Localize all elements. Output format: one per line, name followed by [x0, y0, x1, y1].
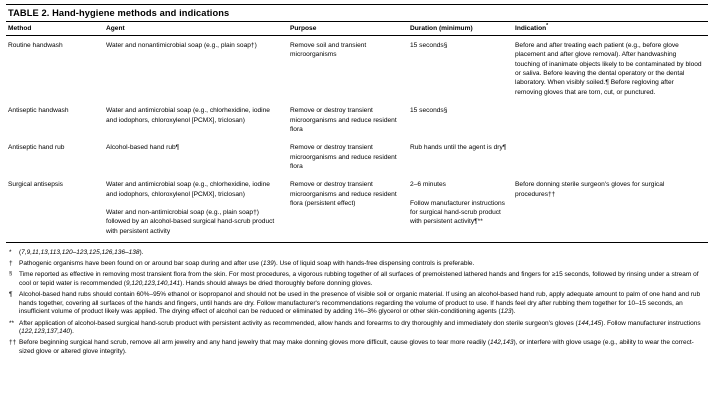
row-method [6, 138, 104, 175]
row-duration-text: Rub hands until the agent is dry¶ [410, 144, 507, 152]
row-agent [104, 175, 288, 240]
row-method-label: Antiseptic hand rub [8, 144, 65, 152]
row-method [6, 36, 104, 102]
table-title: TABLE 2. Hand-hygiene methods and indications [8, 8, 230, 18]
footnote-body-text: ). [139, 249, 144, 257]
row-duration-text: 15 seconds§ [410, 42, 448, 49]
footnote-body-text: Pathogenic organisms have been found on or around bar soap during and after use ( [19, 260, 263, 268]
footnote-marker: ¶ [9, 291, 13, 299]
footnote-body-text: ). [69, 328, 74, 336]
footnotes-section [6, 246, 708, 357]
row-method-label: Antiseptic handwash [8, 107, 69, 115]
row-indication [513, 138, 708, 175]
column-header-method-label: Method [8, 25, 32, 32]
document-page [0, 4, 714, 412]
table-row [6, 101, 708, 138]
row-duration [408, 101, 513, 138]
footnote-text [19, 249, 708, 258]
footnote-reference-numbers: 122,123,137,140 [21, 328, 70, 336]
table-row [6, 36, 708, 102]
footnote-body-text: ). Hands should always be dried thoroughly before donning gloves. [180, 280, 373, 288]
row-method [6, 175, 104, 240]
row-agent-text: Alcohol-based hand rub¶ [106, 144, 180, 152]
footnote-body-text: Time reported as effective in removing most transient flora from the skin. For most procedures, a vigorous rubbing together of all surfaces of premoistened lathered hands and fingers for ≥15 seconds, followed by rinsing under a stream of cool or tepid water is recommended ( [19, 271, 699, 288]
row-purpose [288, 138, 408, 175]
row-duration-text-2: Follow manufacturer instructions for surgical hand-scrub product with persistent activity¶** [410, 199, 505, 226]
footnote-text [19, 320, 708, 337]
column-header-duration-label: Duration (minimum) [410, 25, 473, 32]
footnote-item [6, 249, 708, 258]
table-header-row [6, 22, 708, 36]
row-purpose-text: Remove soil and transient microorganisms [290, 42, 367, 59]
row-method [6, 101, 104, 138]
footnote-reference-numbers: 139 [262, 260, 274, 268]
table-row [6, 138, 708, 175]
row-purpose-text: Remove or destroy transient microorganisms and reduce resident flora [290, 107, 397, 133]
row-purpose-text: Remove or destroy transient microorganisms and reduce resident flora (persistent effect) [290, 181, 397, 208]
footnote-item [6, 339, 708, 356]
row-agent-text-2: Water and non-antimicrobial soap (e.g., plain soap†) followed by an alcohol-based surgical hand-scrub product with persistent activity [106, 209, 275, 235]
row-purpose [288, 101, 408, 138]
footnote-body-text: After application of alcohol-based surgical hand-scrub product with persistent activity as recommended, allow hands and forearms to dry thoroughly and immediately don sterile surgeon's gloves ( [19, 319, 578, 327]
footnote-reference-numbers: 9,120,123,140,141 [125, 280, 181, 288]
footnote-marker: †† [9, 339, 17, 347]
table-row [6, 175, 708, 240]
footnote-body-text: ). [511, 308, 516, 316]
row-indication [513, 36, 708, 102]
column-header-method [6, 22, 104, 36]
column-header-purpose-label: Purpose [290, 25, 317, 32]
footnote-item [6, 291, 708, 317]
row-method-label: Routine handwash [8, 42, 63, 49]
row-indication-text: Before donning sterile surgeon's gloves for surgical procedures†† [515, 181, 665, 198]
column-header-indication-footnote-mark: * [546, 22, 549, 29]
footnote-body-text: Before beginning surgical hand scrub, remove all arm jewelry and any hand jewelry that may make donning gloves more difficult, cause gloves to tear more readily ( [19, 339, 491, 347]
footnote-text [19, 271, 708, 288]
footnote-text [19, 339, 708, 356]
row-agent-text: Water and nonantimicrobial soap (e.g., plain soap†) [106, 42, 257, 49]
footnote-body-text: ), or interfere with glove usage (e.g., ability to wear the correct-sized glove or altered glove integrity). [19, 339, 694, 356]
table-body [6, 36, 708, 241]
footnote-item [6, 320, 708, 337]
hand-hygiene-table-container [6, 4, 708, 240]
column-header-agent [104, 22, 288, 36]
row-duration [408, 138, 513, 175]
row-indication [513, 101, 708, 138]
footnote-text [19, 260, 708, 269]
footnote-item [6, 271, 708, 288]
row-agent [104, 36, 288, 102]
row-duration [408, 36, 513, 102]
row-purpose [288, 36, 408, 102]
row-method-label: Surgical antisepsis [8, 181, 63, 189]
footnote-body-text: ( [19, 249, 22, 257]
footnote-reference-numbers: 144,145 [577, 319, 602, 327]
column-header-indication-label: Indication [515, 25, 547, 32]
row-purpose [288, 175, 408, 240]
row-indication [513, 175, 708, 240]
row-duration-text: 2–6 minutes [410, 181, 446, 189]
footnote-body-text: ). Follow manufacturer instructions ( [19, 319, 701, 336]
row-agent [104, 101, 288, 138]
column-header-indication [513, 22, 708, 36]
row-agent-text: Water and antimicrobial soap (e.g., chlorhexidine, iodine and iodophors, chloroxylenol [PCMX], triclosan) [106, 107, 270, 124]
hand-hygiene-table [6, 22, 708, 240]
column-header-duration [408, 22, 513, 36]
row-duration-text: 15 seconds§ [410, 107, 448, 115]
footnote-separator-rule [6, 242, 708, 243]
footnote-marker: § [9, 271, 13, 278]
footnote-marker: * [9, 249, 12, 257]
row-agent-text: Water and antimicrobial soap (e.g., chlorhexidine, iodine and iodophors, chloroxylenol [PCMX], triclosan) [106, 181, 270, 198]
footnote-reference-numbers: 142,143 [490, 339, 514, 347]
footnote-reference-numbers: 7,9,11,13,113,120–123,125,126,136–138 [21, 249, 140, 257]
footnote-text [19, 291, 708, 317]
column-header-purpose [288, 22, 408, 36]
footnote-reference-numbers: 123 [500, 308, 512, 316]
footnote-body-text: ). Use of liquid soap with hands-free dispensing controls is preferable. [273, 260, 475, 268]
row-duration [408, 175, 513, 240]
row-agent [104, 138, 288, 175]
footnote-marker: † [9, 260, 13, 268]
row-indication-text: Before and after treating each patient (e.g., before glove placement and after glove removal). After handwashing touching of inanimate objects likely to be contaminated by blood or saliva. Before leaving the dental operatory or the dental laboratory. When visibly soiled.¶ Before regloving after removing gloves that are torn, cut, or punctured. [515, 42, 702, 96]
footnote-body-text: Alcohol-based hand rubs should contain 60%–95% ethanol or isopropanol and should not be used in the presence of visible soil or organic material. If using an alcohol-based hand rub, apply adequate amount to palm of one hand and rub hands together, covering all surfaces of the hands and fingers, until hands are dry. Follow manufacturer's recommendations regarding the volume of product to use. If hands feel dry after rubbing them together for 10–15 seconds, an insufficient volume of product likely was applied. The drying effect of alcohol can be reduced or eliminated by adding 1%–3% glycerol or other skin-conditioning agents ( [19, 291, 701, 316]
footnote-marker: ** [9, 319, 15, 327]
column-header-agent-label: Agent [106, 25, 125, 32]
footnote-item [6, 260, 708, 269]
row-purpose-text: Remove or destroy transient microorganisms and reduce resident flora [290, 144, 397, 170]
